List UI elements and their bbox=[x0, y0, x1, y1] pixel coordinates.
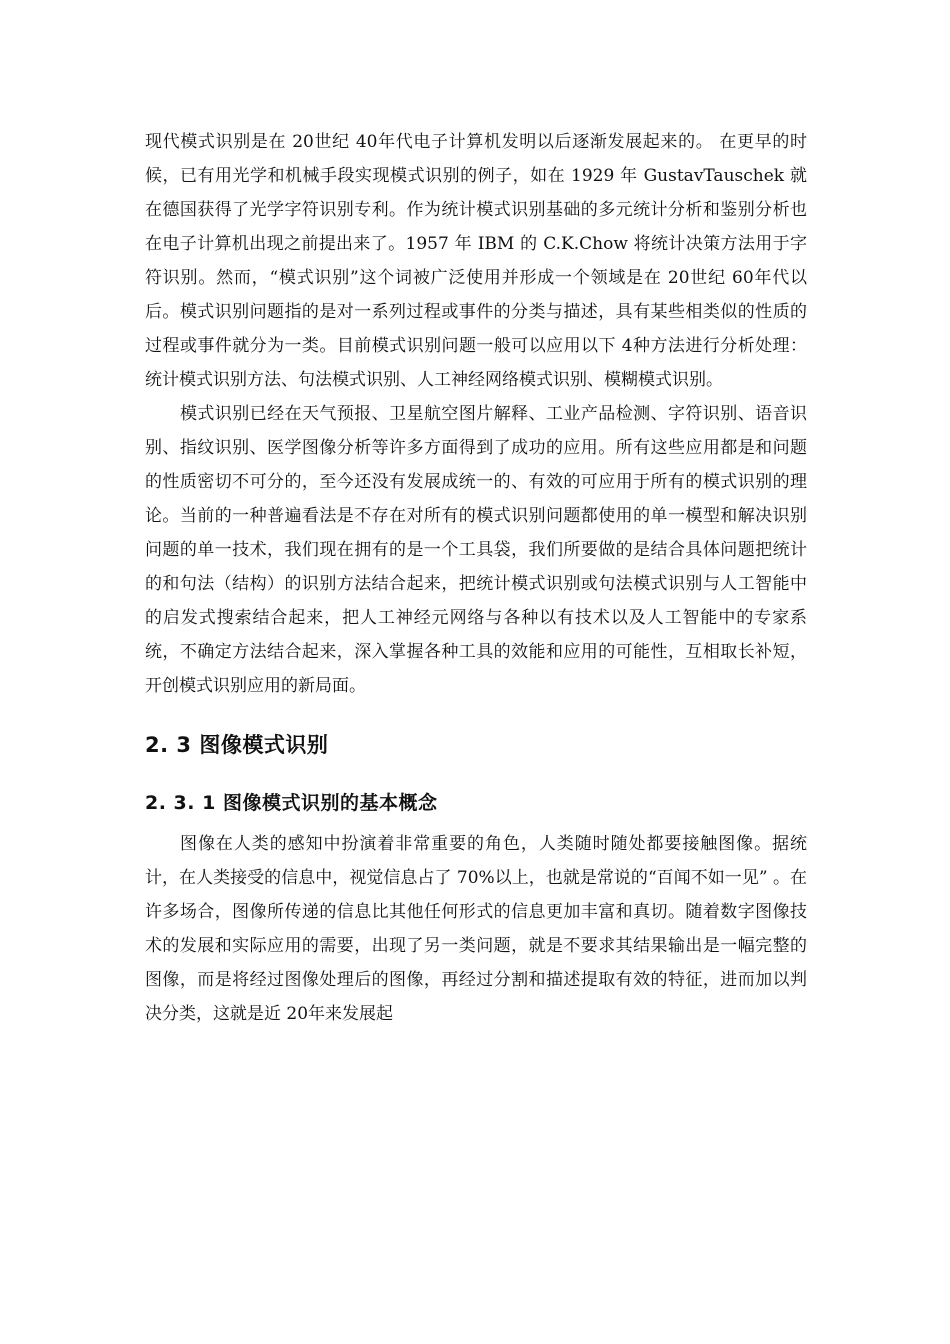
paragraph-applications: 模式识别已经在天气预报、卫星航空图片解释、工业产品检测、字符识别、语音识别、指纹识别、医学图像分析等许多方面得到了成功的应用。所有这些应用都是和问题的性质密切不可分的，至今还没有发展成统一的、有效的可应用于所有的模式识别的理论。当前的一种普遍看法是不存在对所有的模式识别问题都使用的单一模型和解决识别问题的单一技术，我们现在拥有的是一个工具袋，我们所要做的是结合具体问题把统计的和句法（结构）的识别方法结合起来，把统计模式识别或句法模式识别与人工智能中的启发式搜索结合起来，把人工神经元网络与各种以有技术以及人工智能中的专家系统，不确定方法结合起来，深入掌握各种工具的效能和应用的可能性，互相取长补短，开创模式识别应用的新局面。 bbox=[145, 404, 807, 696]
section-heading: 2. 3 图像模式识别 bbox=[145, 733, 329, 757]
document-body bbox=[145, 125, 807, 1031]
subsection-heading: 2. 3. 1 图像模式识别的基本概念 bbox=[145, 792, 438, 814]
paragraph-history: 现代模式识别是在 20世纪 40年代电子计算机发明以后逐渐发展起来的。 在更早的时候，已有用光学和机械手段实现模式识别的例子，如在 1929 年 GustavTauschek 就在德国获得了光学字符识别专利。作为统计模式识别基础的多元统计分析和鉴别分析也在电子计算机出现之前提出来了。1957 年 IBM 的 C.K.Chow 将统计决策方法用于字符识别。然而，“模式识别”这个词被广泛使用并形成一个领域是在 20世纪 60年代以后。模式识别问题指的是对一系列过程或事件的分类与描述，具有某些相类似的性质的过程或事件就分为一类。目前模式识别问题一般可以应用以下 4种方法进行分析处理：统计模式识别方法、句法模式识别、人工神经网络模式识别、模糊模式识别。 bbox=[145, 132, 807, 390]
paragraph-image-recognition: 图像在人类的感知中扮演着非常重要的角色，人类随时随处都要接触图像。据统计，在人类接受的信息中，视觉信息占了 70%以上，也就是常说的“百闻不如一见” 。在许多场合，图像所传递的信息比其他任何形式的信息更加丰富和真切。随着数字图像技术的发展和实际应用的需要，出现了另一类问题，就是不要求其结果输出是一幅完整的图像，而是将经过图像处理后的图像，再经过分割和描述提取有效的特征，进而加以判决分类，这就是近 20年来发展起 bbox=[145, 834, 807, 1024]
